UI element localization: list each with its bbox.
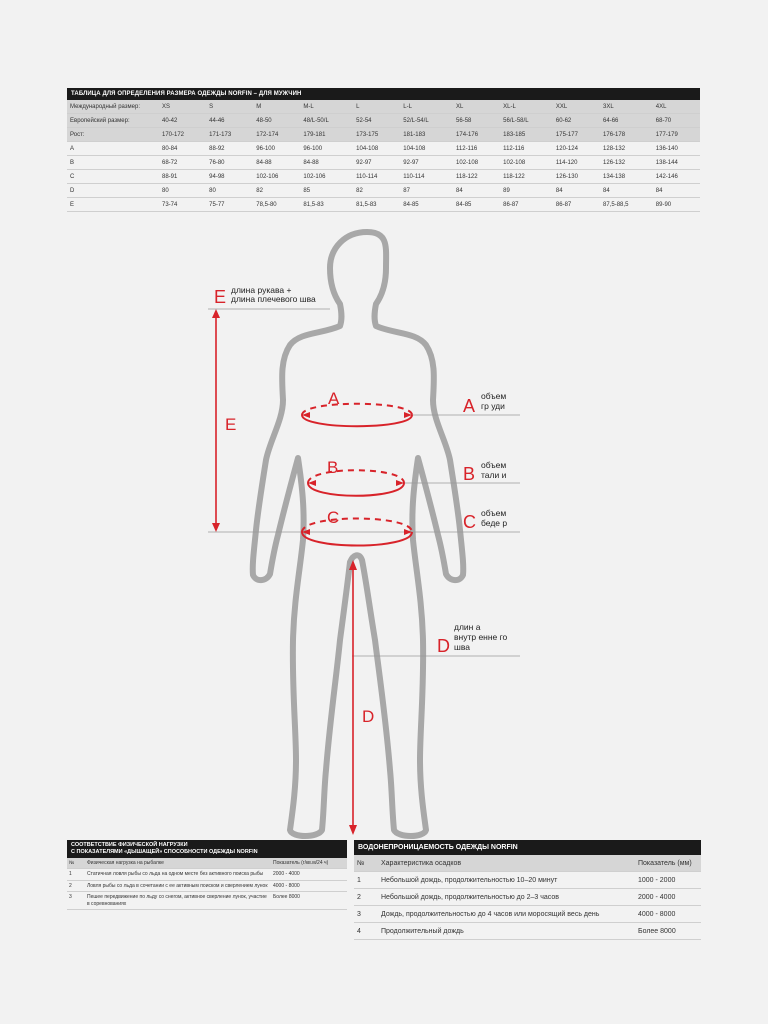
waterproof-row <box>354 889 701 906</box>
waterproof-table <box>354 840 701 940</box>
size-table-row <box>67 198 700 212</box>
size-row-label: E <box>67 198 159 212</box>
size-cell: 52-54 <box>353 114 400 128</box>
size-cell: 118-122 <box>500 170 553 184</box>
waterproof-cell-num: 4 <box>354 923 378 940</box>
size-cell: 112-116 <box>500 142 553 156</box>
breathability-title-line1: СООТВЕТСТВИЕ ФИЗИЧЕСКОЙ НАГРУЗКИ <box>71 842 188 848</box>
breathability-cell-num: 2 <box>67 880 85 892</box>
a-label-line1: объем <box>481 391 507 401</box>
size-cell: 86-87 <box>553 198 600 212</box>
size-cell: XS <box>159 100 206 114</box>
size-cell: 102-106 <box>300 170 353 184</box>
size-cell: 44-46 <box>206 114 253 128</box>
size-cell: 175-177 <box>553 128 600 142</box>
breathability-header-cell: Физическая нагрузка на рыбалке <box>85 858 271 869</box>
waterproof-row <box>354 906 701 923</box>
size-table-row <box>67 100 700 114</box>
size-row-label: D <box>67 184 159 198</box>
size-table <box>67 88 700 212</box>
size-cell: 48/L-50/L <box>300 114 353 128</box>
d-arrow-bottom <box>349 825 357 835</box>
letter-d-legend: D <box>437 636 450 656</box>
breathability-row <box>67 880 347 892</box>
size-cell: 84 <box>553 184 600 198</box>
size-cell: 76-80 <box>206 156 253 170</box>
size-row-label: B <box>67 156 159 170</box>
size-cell: M-L <box>300 100 353 114</box>
e-arrow-top <box>212 309 220 318</box>
size-cell: 110-114 <box>353 170 400 184</box>
size-cell: 126-132 <box>600 156 653 170</box>
letter-c-on-figure: C <box>327 508 340 527</box>
size-table-row <box>67 170 700 184</box>
size-cell: 82 <box>253 184 300 198</box>
hip-ellipse-back <box>302 519 412 533</box>
size-cell: 89-90 <box>653 198 700 212</box>
size-cell: 84-88 <box>300 156 353 170</box>
c-label-line2: беде р <box>481 518 508 528</box>
waterproof-cell-num: 3 <box>354 906 378 923</box>
waterproof-cell-value: Более 8000 <box>635 923 701 940</box>
size-table-row <box>67 184 700 198</box>
breathability-header-cell: Показатель (г/кв.м/24 ч) <box>271 858 347 869</box>
waist-ellipse-front <box>308 483 404 496</box>
size-cell: 84-88 <box>253 156 300 170</box>
letter-b-legend: B <box>463 464 476 484</box>
letter-e-on-figure: E <box>225 415 237 434</box>
size-table-row <box>67 156 700 170</box>
size-cell: 78,5-80 <box>253 198 300 212</box>
size-cell: 181-183 <box>400 128 453 142</box>
size-cell: 173-175 <box>353 128 400 142</box>
size-cell: XL-L <box>500 100 553 114</box>
size-cell: 48-50 <box>253 114 300 128</box>
waterproof-row <box>354 923 701 940</box>
size-table-row <box>67 128 700 142</box>
e-label-line2: длина плечевого шва <box>231 294 316 304</box>
waterproof-title: ВОДОНЕПРОНИЦАЕМОСТЬ ОДЕЖДЫ NORFIN <box>354 840 701 855</box>
size-cell: 134-138 <box>600 170 653 184</box>
size-cell: 104-108 <box>353 142 400 156</box>
size-row-label: Европейский размер: <box>67 114 159 128</box>
size-cell: 89 <box>500 184 553 198</box>
waterproof-cell-value: 4000 - 8000 <box>635 906 701 923</box>
size-cell: 88-91 <box>159 170 206 184</box>
size-table-grid <box>67 100 700 212</box>
breathability-cell-value: 2000 - 4000 <box>271 869 347 881</box>
size-cell: 82 <box>353 184 400 198</box>
size-cell: 88-92 <box>206 142 253 156</box>
size-cell: 86-87 <box>500 198 553 212</box>
letter-a-legend: A <box>463 396 476 416</box>
breathability-cell-text: Статичная ловля рыбы со льда на одном месте без активного поиска рыбы <box>85 869 271 881</box>
breathability-header-cell: № <box>67 858 85 869</box>
size-cell: 96-100 <box>253 142 300 156</box>
size-cell: S <box>206 100 253 114</box>
waterproof-cell-value: 2000 - 4000 <box>635 889 701 906</box>
breathability-cell-text: Пешее передвижение по льду со снегом, активное сверление лунок, участие в соревнованиях <box>85 892 271 910</box>
size-cell: 104-108 <box>400 142 453 156</box>
letter-c-legend: C <box>463 512 476 532</box>
chest-ellipse-front <box>302 415 412 426</box>
chest-ellipse-back <box>302 404 412 415</box>
size-cell: 87,5-88,5 <box>600 198 653 212</box>
e-label-line1: длина рукава + <box>231 285 292 295</box>
breathability-header-row <box>67 858 347 869</box>
size-row-label: Рост: <box>67 128 159 142</box>
size-table-row <box>67 114 700 128</box>
breathability-cell-value: Более 8000 <box>271 892 347 910</box>
c-label-line1: объем <box>481 508 507 518</box>
waterproof-cell-num: 2 <box>354 889 378 906</box>
size-cell: 80-84 <box>159 142 206 156</box>
size-cell: 170-172 <box>159 128 206 142</box>
waist-ellipse-back <box>308 470 404 483</box>
breathability-table <box>67 840 347 910</box>
breathability-cell-num: 1 <box>67 869 85 881</box>
size-cell: 126-130 <box>553 170 600 184</box>
size-cell: 81,5-83 <box>353 198 400 212</box>
size-cell: 102-108 <box>500 156 553 170</box>
size-cell: 171-173 <box>206 128 253 142</box>
size-cell: 73-74 <box>159 198 206 212</box>
size-cell: 138-144 <box>653 156 700 170</box>
waterproof-cell-text: Продолжительный дождь <box>378 923 635 940</box>
size-cell: 80 <box>159 184 206 198</box>
e-arrow-bottom <box>212 523 220 532</box>
size-cell: 80 <box>206 184 253 198</box>
letter-d-on-figure: D <box>362 707 375 726</box>
size-cell: 75-77 <box>206 198 253 212</box>
size-cell: L <box>353 100 400 114</box>
size-cell: 68-70 <box>653 114 700 128</box>
d-label-line3: шва <box>454 642 470 652</box>
size-cell: XXL <box>553 100 600 114</box>
size-cell: 40-42 <box>159 114 206 128</box>
waterproof-cell-num: 1 <box>354 872 378 889</box>
size-table-row <box>67 142 700 156</box>
size-cell: 84-85 <box>453 198 500 212</box>
size-cell: 142-146 <box>653 170 700 184</box>
breathability-cell-text: Ловля рыбы со льда в сочетании с ее активным поиском и сверлением лунок <box>85 880 271 892</box>
size-cell: 81,5-83 <box>300 198 353 212</box>
size-cell: 179-181 <box>300 128 353 142</box>
waterproof-header-cell: № <box>354 855 378 872</box>
size-cell: 4XL <box>653 100 700 114</box>
size-table-title: ТАБЛИЦА ДЛЯ ОПРЕДЕЛЕНИЯ РАЗМЕРА ОДЕЖДЫ NORFIN – ДЛЯ МУЖЧИН <box>67 88 700 100</box>
size-row-label: C <box>67 170 159 184</box>
size-row-label: A <box>67 142 159 156</box>
size-cell: 128-132 <box>600 142 653 156</box>
waterproof-cell-value: 1000 - 2000 <box>635 872 701 889</box>
body-measurement-figure <box>0 220 768 840</box>
size-cell: 183-185 <box>500 128 553 142</box>
size-cell: 68-72 <box>159 156 206 170</box>
waterproof-cell-text: Небольшой дождь, продолжительностью 10–20 минут <box>378 872 635 889</box>
size-cell: 112-116 <box>453 142 500 156</box>
waterproof-row <box>354 872 701 889</box>
b-label-line1: объем <box>481 460 507 470</box>
waterproof-cell-text: Небольшой дождь, продолжительностью до 2–3 часов <box>378 889 635 906</box>
size-cell: 64-66 <box>600 114 653 128</box>
waterproof-header-cell: Показатель (мм) <box>635 855 701 872</box>
size-cell: 52/L-54/L <box>400 114 453 128</box>
size-cell: 174-176 <box>453 128 500 142</box>
size-cell: 102-108 <box>453 156 500 170</box>
size-cell: M <box>253 100 300 114</box>
breathability-cell-value: 4000 - 8000 <box>271 880 347 892</box>
size-cell: 118-122 <box>453 170 500 184</box>
size-cell: XL <box>453 100 500 114</box>
size-cell: 56/L-58/L <box>500 114 553 128</box>
size-cell: 85 <box>300 184 353 198</box>
size-cell: 114-120 <box>553 156 600 170</box>
breathability-cell-num: 3 <box>67 892 85 910</box>
body-silhouette <box>253 232 464 836</box>
size-cell: 92-97 <box>353 156 400 170</box>
waterproof-cell-text: Дождь, продолжительностью до 4 часов или моросящий весь день <box>378 906 635 923</box>
size-cell: 94-98 <box>206 170 253 184</box>
size-cell: 87 <box>400 184 453 198</box>
waterproof-header-row <box>354 855 701 872</box>
size-cell: 176-178 <box>600 128 653 142</box>
size-cell: 92-97 <box>400 156 453 170</box>
hip-ellipse-front <box>302 532 412 546</box>
size-cell: 96-100 <box>300 142 353 156</box>
a-label-line2: гр уди <box>481 401 505 411</box>
size-cell: 3XL <box>600 100 653 114</box>
size-cell: 84 <box>600 184 653 198</box>
waterproof-header-cell: Характеристика осадков <box>378 855 635 872</box>
letter-a-on-figure: A <box>328 389 340 408</box>
size-cell: 177-179 <box>653 128 700 142</box>
size-cell: 120-124 <box>553 142 600 156</box>
size-cell: L-L <box>400 100 453 114</box>
breathability-title-line2: С ПОКАЗАТЕЛЯМИ «ДЫШАЩЕЙ» СПОСОБНОСТИ ОДЕЖДЫ NORFIN <box>71 848 258 855</box>
d-label-line1: длин а <box>454 622 481 632</box>
breathability-row <box>67 869 347 881</box>
letter-b-on-figure: B <box>327 458 339 477</box>
breathability-row <box>67 892 347 910</box>
size-cell: 84 <box>653 184 700 198</box>
size-cell: 102-106 <box>253 170 300 184</box>
size-cell: 84 <box>453 184 500 198</box>
size-cell: 84-85 <box>400 198 453 212</box>
size-cell: 56-58 <box>453 114 500 128</box>
b-label-line2: тали и <box>481 470 507 480</box>
size-cell: 136-140 <box>653 142 700 156</box>
size-cell: 60-62 <box>553 114 600 128</box>
breathability-title <box>67 840 347 858</box>
letter-e-legend: E <box>214 287 227 307</box>
size-row-label: Международный размер: <box>67 100 159 114</box>
size-cell: 172-174 <box>253 128 300 142</box>
d-label-line2: внутр енне го <box>454 632 508 642</box>
size-cell: 110-114 <box>400 170 453 184</box>
